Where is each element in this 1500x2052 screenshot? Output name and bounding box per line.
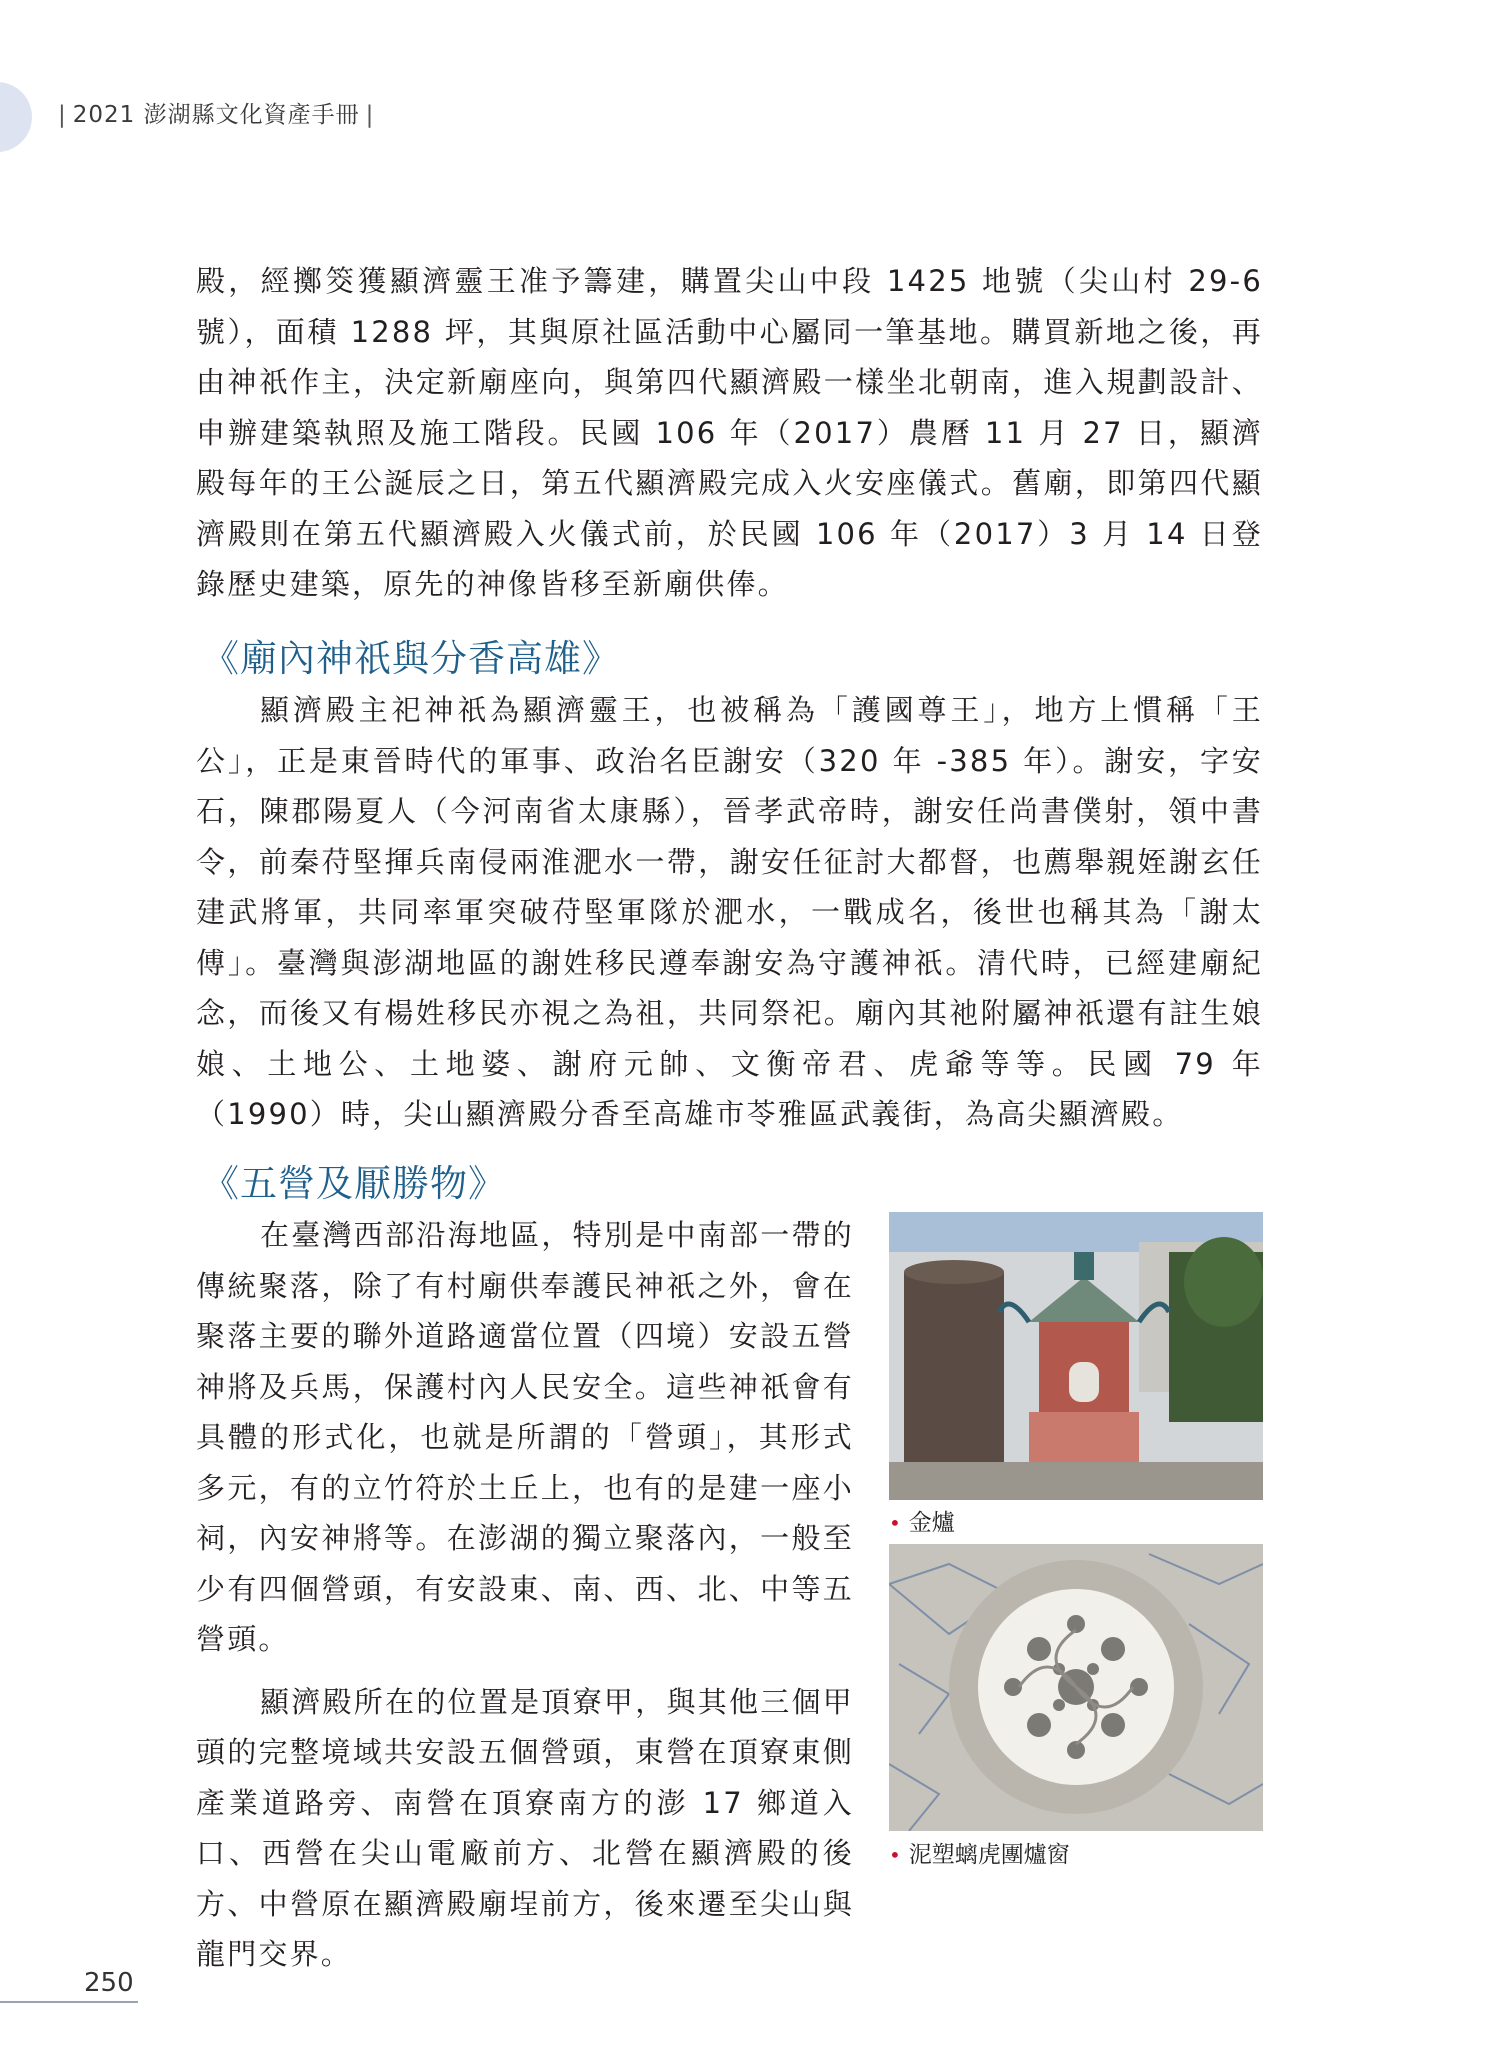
five-camps-text-column [196,1210,854,1980]
deities-paragraph-block [196,685,1263,1140]
caption-bullet-icon: • [889,1511,901,1535]
page-number: 250 [84,1968,134,1998]
lattice-window-caption [889,1836,1070,1869]
gold-furnace-photo [889,1212,1263,1500]
header-title: 2021 澎湖縣文化資產手冊 [72,102,360,128]
gold-furnace-caption-text: 金爐 [908,1510,955,1536]
section-heading-five-camps: 《五營及厭勝物》 [202,1162,506,1205]
running-header [52,96,380,129]
page-number-rule [0,2001,138,2003]
deities-paragraph: 顯濟殿主祀神祇為顯濟靈王，也被稱為「護國尊王」，地方上慣稱「王公」，正是東晉時代的軍事、政治名臣謝安（320 年 -385 年）。謝安，字安石，陳郡陽夏人（今河南省太康縣），晉孝武帝時，謝安任尚書僕射，領中書令，前秦苻堅揮兵南侵兩淮淝水一帶，謝安任征討大都督，也薦舉親姪謝玄任建武將軍，共同率軍突破苻堅軍隊於淝水，一戰成名，後世也稱其為「謝太傅」。臺灣與澎湖地區的謝姓移民遵奉謝安為守護神祇。清代時，已經建廟紀念，而後又有楊姓移民亦視之為祖，共同祭祀。廟內其祂附屬神祇還有註生娘娘、土地公、土地婆、謝府元帥、文衡帝君、虎爺等等。民國 79 年（1990）時，尖山顯濟殿分香至高雄市苓雅區武義街，為高尖顯濟殿。 [196,693,1263,1131]
section-heading-deities: 《廟內神祇與分香高雄》 [202,637,620,680]
lattice-window-caption-text: 泥塑螭虎團爐窗 [908,1842,1070,1868]
lattice-window-photo [889,1544,1263,1831]
intro-paragraph-block [196,256,1263,610]
caption-bullet-icon: • [889,1843,901,1867]
intro-paragraph: 殿，經擲筊獲顯濟靈王准予籌建，購置尖山中段 1425 地號（尖山村 29-6 號），面積 1288 坪，其與原社區活動中心屬同一筆基地。購買新地之後，再由神祇作主，決定新廟座向，與第四代顯濟殿一樣坐北朝南，進入規劃設計、申辦建築執照及施工階段。民國 106 年（2017）農曆 11 月 27 日，顯濟殿每年的王公誕辰之日，第五代顯濟殿完成入火安座儀式。舊廟，即第四代顯濟殿則在第五代顯濟殿入火儀式前，於民國 106 年（2017）3 月 14 日登錄歷史建築，原先的神像皆移至新廟供俸。 [196,264,1264,601]
gold-furnace-caption [889,1504,955,1537]
page-tab-marker [0,82,32,152]
header-divider-right: | [365,102,375,128]
header-divider-left: | [58,102,67,128]
five-camps-paragraph-2: 顯濟殿所在的位置是頂寮甲，與其他三個甲頭的完整境域共安設五個營頭，東營在頂寮東側產業道路旁、南營在頂寮南方的澎 17 鄉道入口、西營在尖山電廠前方、北營在顯濟殿的後方、中營原在顯濟殿廟埕前方，後來遷至尖山與龍門交界。 [196,1684,854,1971]
five-camps-paragraph-1: 在臺灣西部沿海地區，特別是中南部一帶的傳統聚落，除了有村廟供奉護民神祇之外，會在聚落主要的聯外道路適當位置（四境）安設五營神將及兵馬，保護村內人民安全。這些神祇會有具體的形式化，也就是所謂的「營頭」，其形式多元，有的立竹符於土丘上，也有的是建一座小祠，內安神將等。在澎湖的獨立聚落內，一般至少有四個營頭，有安設東、南、西、北、中等五營頭。 [196,1218,854,1656]
